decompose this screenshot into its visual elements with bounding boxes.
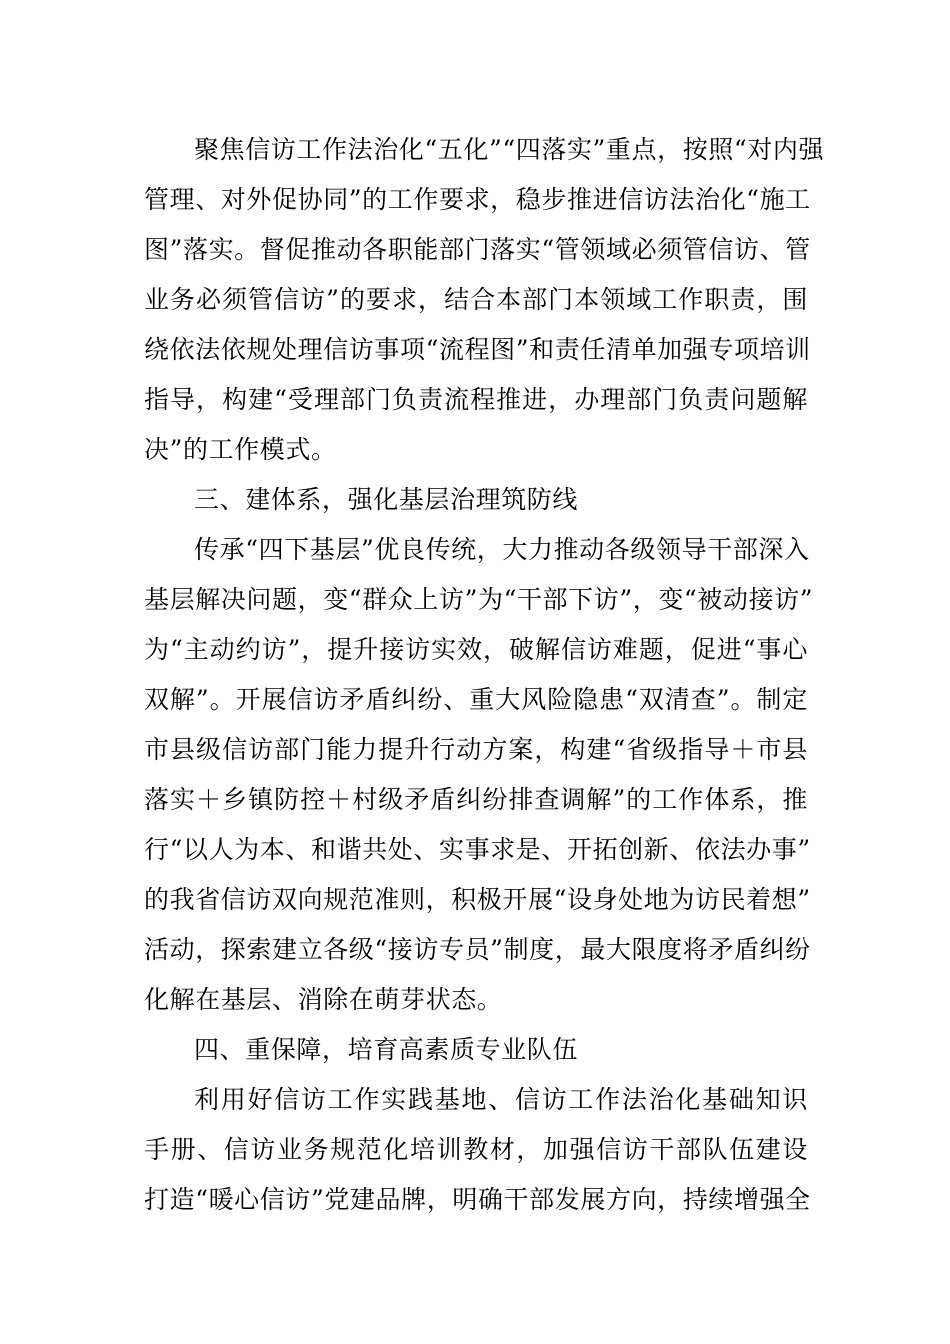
paragraph-line: 活动，探索建立各级“接访专员”制度，最大限度将矛盾纠纷: [144, 935, 811, 964]
paragraph-line: 业务必须管信访”的要求，结合本部门本领域工作职责，围: [144, 285, 808, 314]
paragraph-line: 利用好信访工作实践基地、信访工作法治化基础知识: [194, 1085, 808, 1114]
paragraph-line: 聚焦信访工作法治化“五化”“四落实”重点，按照“对内强: [194, 135, 825, 164]
paragraph-line: 化解在基层、消除在萌芽状态。: [144, 985, 503, 1014]
paragraph-line: 决”的工作模式。: [144, 435, 337, 464]
section-heading-4: 四、重保障，培育高素质专业队伍: [194, 1035, 579, 1064]
paragraph-line: 管理、对外促协同”的工作要求，稳步推进信访法治化“施工: [144, 185, 811, 214]
paragraph-line: 为“主动约访”，提升接访实效，破解信访难题，促进“事心: [144, 635, 808, 664]
paragraph-line: 绕依法依规处理信访事项“流程图”和责任清单加强专项培训: [144, 335, 811, 364]
paragraph-line: 的我省信访双向规范准则，积极开展“设身处地为访民着想”: [144, 885, 811, 914]
paragraph-line: 市县级信访部门能力提升行动方案，构建“省级指导＋市县: [144, 735, 808, 764]
paragraph-line: 落实＋乡镇防控＋村级矛盾纠纷排查调解”的工作体系，推: [144, 785, 808, 814]
section-heading-3: 三、建体系，强化基层治理筑防线: [194, 485, 579, 514]
paragraph-line: 手册、信访业务规范化培训教材，加强信访干部队伍建设: [144, 1135, 808, 1164]
paragraph-line: 图”落实。督促推动各职能部门落实“管领域必须管信访、管: [144, 235, 811, 264]
paragraph-line: 基层解决问题，变“群众上访”为“干部下访”，变“被动接访”: [144, 585, 814, 614]
paragraph-line: 指导，构建“受理部门负责流程推进，办理部门负责问题解: [144, 385, 808, 414]
paragraph-line: 双解”。开展信访矛盾纠纷、重大风险隐患“双清查”。制定: [144, 685, 808, 714]
paragraph-line: 传承“四下基层”优良传统，大力推动各级领导干部深入: [194, 535, 810, 564]
paragraph-line: 打造“暖心信访”党建品牌，明确干部发展方向，持续增强全: [144, 1185, 811, 1214]
paragraph-line: 行“以人为本、和谐共处、实事求是、开拓创新、依法办事”: [144, 835, 811, 864]
